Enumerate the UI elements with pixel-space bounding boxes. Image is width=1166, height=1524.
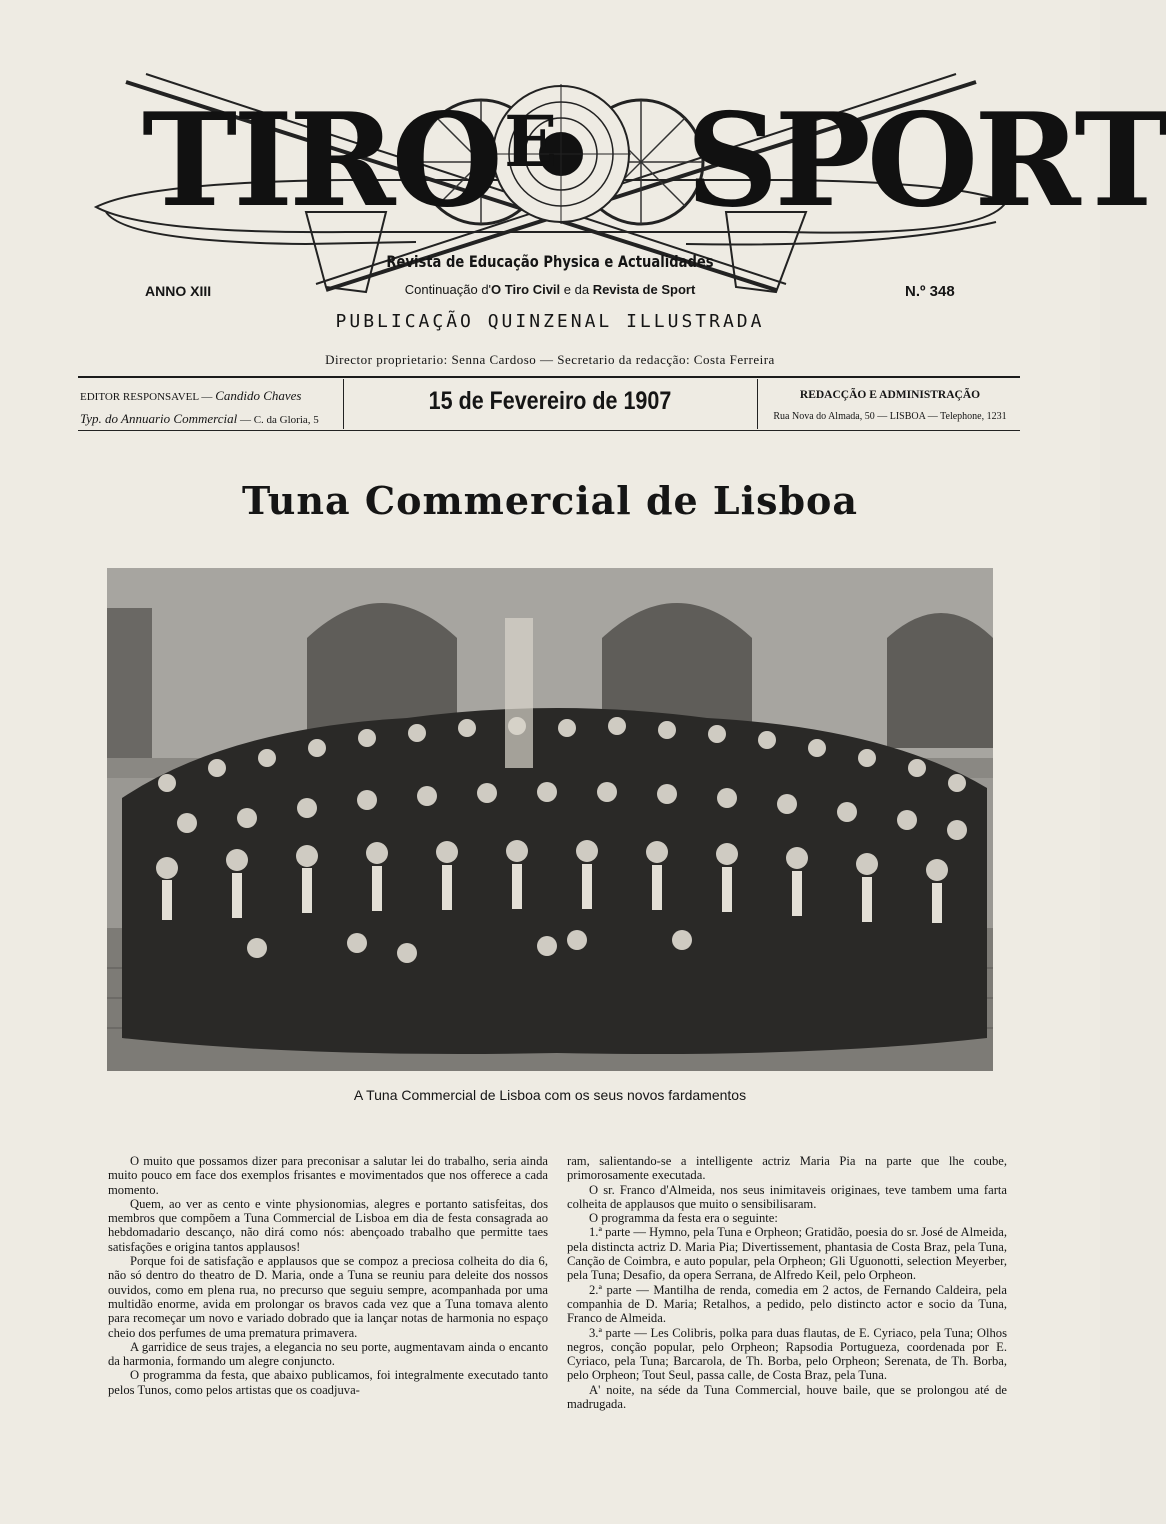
article-paragraph: A' noite, na séde da Tuna Commercial, houve baile, que se prolongou até de madrugada. xyxy=(567,1382,1007,1412)
redaccao-heading: REDACÇÃO E ADMINISTRAÇÃO xyxy=(799,389,981,401)
continuation-revista: Revista de Sport xyxy=(592,282,696,297)
article-paragraph: 2.ª parte — Mantilha de renda, comedia em 2 actos, de Fernando Caldeira, pela companhia de D. Maria; Retalhos, a pedido, pelo distincto actor e socio da Tuna, Franco de Almeida. xyxy=(567,1282,1007,1326)
group-photo xyxy=(107,568,993,1071)
logo-tiro: TIRO xyxy=(142,86,499,236)
article-column-right xyxy=(567,1154,1007,1411)
header-divider-right xyxy=(757,379,758,429)
group-photo-illustration xyxy=(107,568,993,1071)
logo-sport: SPORT xyxy=(686,86,1166,236)
logo-e: E xyxy=(504,100,554,183)
masthead-subtitle: Revista de Educação Physica e Actualidades xyxy=(386,252,714,271)
editor-label: EDITOR RESPONSAVEL — xyxy=(80,391,213,403)
issue-date: 15 de Fevereiro de 1907 xyxy=(428,387,672,415)
editor-info xyxy=(80,385,342,431)
header-rule-top xyxy=(78,376,1020,378)
continuation-mid: e da xyxy=(560,282,593,297)
article-paragraph: 3.ª parte — Les Colibris, polka para duas flautas, de E. Cyriaco, pela Tuna; Olhos negros, conção popular, pelo Orpheon; Rapsodia Portugueza, coordenada por E. Cyriaco, pela Tuna; Barcarola, de Th. Borba, pelo Orpheon; Serenata, de Th. Borba, pelo Orpheon; Tout Seul, passa calle, de Costa Braz, pela Tuna. xyxy=(567,1325,1007,1383)
article-paragraph: O sr. Franco d'Almeida, nos seus inimitaveis originaes, teve tambem uma farta colheita de applausos que muito o sensibilisaram. xyxy=(567,1182,1007,1211)
publication-type: PUBLICAÇÃO QUINZENAL ILLUSTRADA xyxy=(335,311,765,332)
director-line: Director proprietario: Senna Cardoso — Secretario da redacção: Costa Ferreira xyxy=(325,352,775,367)
article-column-left xyxy=(108,1154,548,1397)
article-paragraph: Porque foi de satisfação e applausos que se compoz a preciosa colheita do dia 6, não só dentro do theatro de D. Maria, onde a Tuna se reuniu para deleite dos nossos ouvidos, como em plena rua, no precurso que seguiu sempre, acompanhada por uma multidão enorme, avida em prolongar os bravos cada vez que a Tuna tomava alento para recomeçar um novo e variado dobrado que ia lançar notas de harmonia no espaço cheio dos perfumes de uma prematura primavera. xyxy=(108,1254,548,1340)
article-paragraph: 1.ª parte — Hymno, pela Tuna e Orpheon; Gratidão, poesia do sr. José de Almeida, pela distincta actriz D. Maria Pia; Divertissement, phantasia de Costa Braz, pela Tuna, Canção de Coimbra, e auto popular, pela Orpheon; Gli Uguonotti, selection Meyerber, pela Tuna; Desafio, da opera Serrana, de Alfredo Keil, pelo Orpheon. xyxy=(567,1225,1007,1283)
editor-name: Candido Chaves xyxy=(215,388,302,403)
article-paragraph: O muito que possamos dizer para preconisar a salutar lei do trabalho, seria ainda muito pouco em face dos exemplos frisantes e movimentados que nos offerece a cada momento. xyxy=(108,1154,548,1197)
typ-address: — C. da Gloria, 5 xyxy=(239,414,319,426)
continuation-prefix: Continuação d' xyxy=(404,282,492,297)
issue-number: N.º 348 xyxy=(905,283,955,300)
typ-label: Typ. do Annuario Commercial xyxy=(80,411,238,426)
header-divider-left xyxy=(343,379,344,429)
anno-label: ANNO XIII xyxy=(145,283,212,299)
photo-caption: A Tuna Commercial de Lisboa com os seus novos fardamentos xyxy=(353,1087,747,1103)
redaccao-address: Rua Nova do Almada, 50 — LISBOA — Telephone, 1231 xyxy=(773,411,1007,422)
article-paragraph: O programma da festa, que abaixo publicamos, foi integralmente executado tanto pelos Tunos, como pelos artistas que os coadjuva- xyxy=(108,1368,548,1397)
continuation-tiro: O Tiro Civil xyxy=(491,282,561,297)
article-paragraph: A garridice de seus trajes, a elegancia no seu porte, augmentavam ainda o encanto da harmonia, formando um alegre conjuncto. xyxy=(108,1339,548,1369)
redaccao-info xyxy=(760,385,1020,427)
article-headline: Tuna Commercial de Lisboa xyxy=(241,478,859,523)
article-paragraph: O programma da festa era o seguinte: xyxy=(589,1211,778,1226)
article-paragraph: ram, salientando-se a intelligente actriz Maria Pia na parte que lhe coube, primorosamente executada. xyxy=(567,1154,1007,1183)
article-paragraph: Quem, ao ver as cento e vinte physionomias, alegres e portanto satisfeitas, dos membros que compõem a Tuna Commercial de Lisboa em dia de festa consagrada ao hebdomadario descanço, não dirá como nós: abençoado trabalho que permitte taes satisfações e origina tantos applausos! xyxy=(108,1196,548,1254)
